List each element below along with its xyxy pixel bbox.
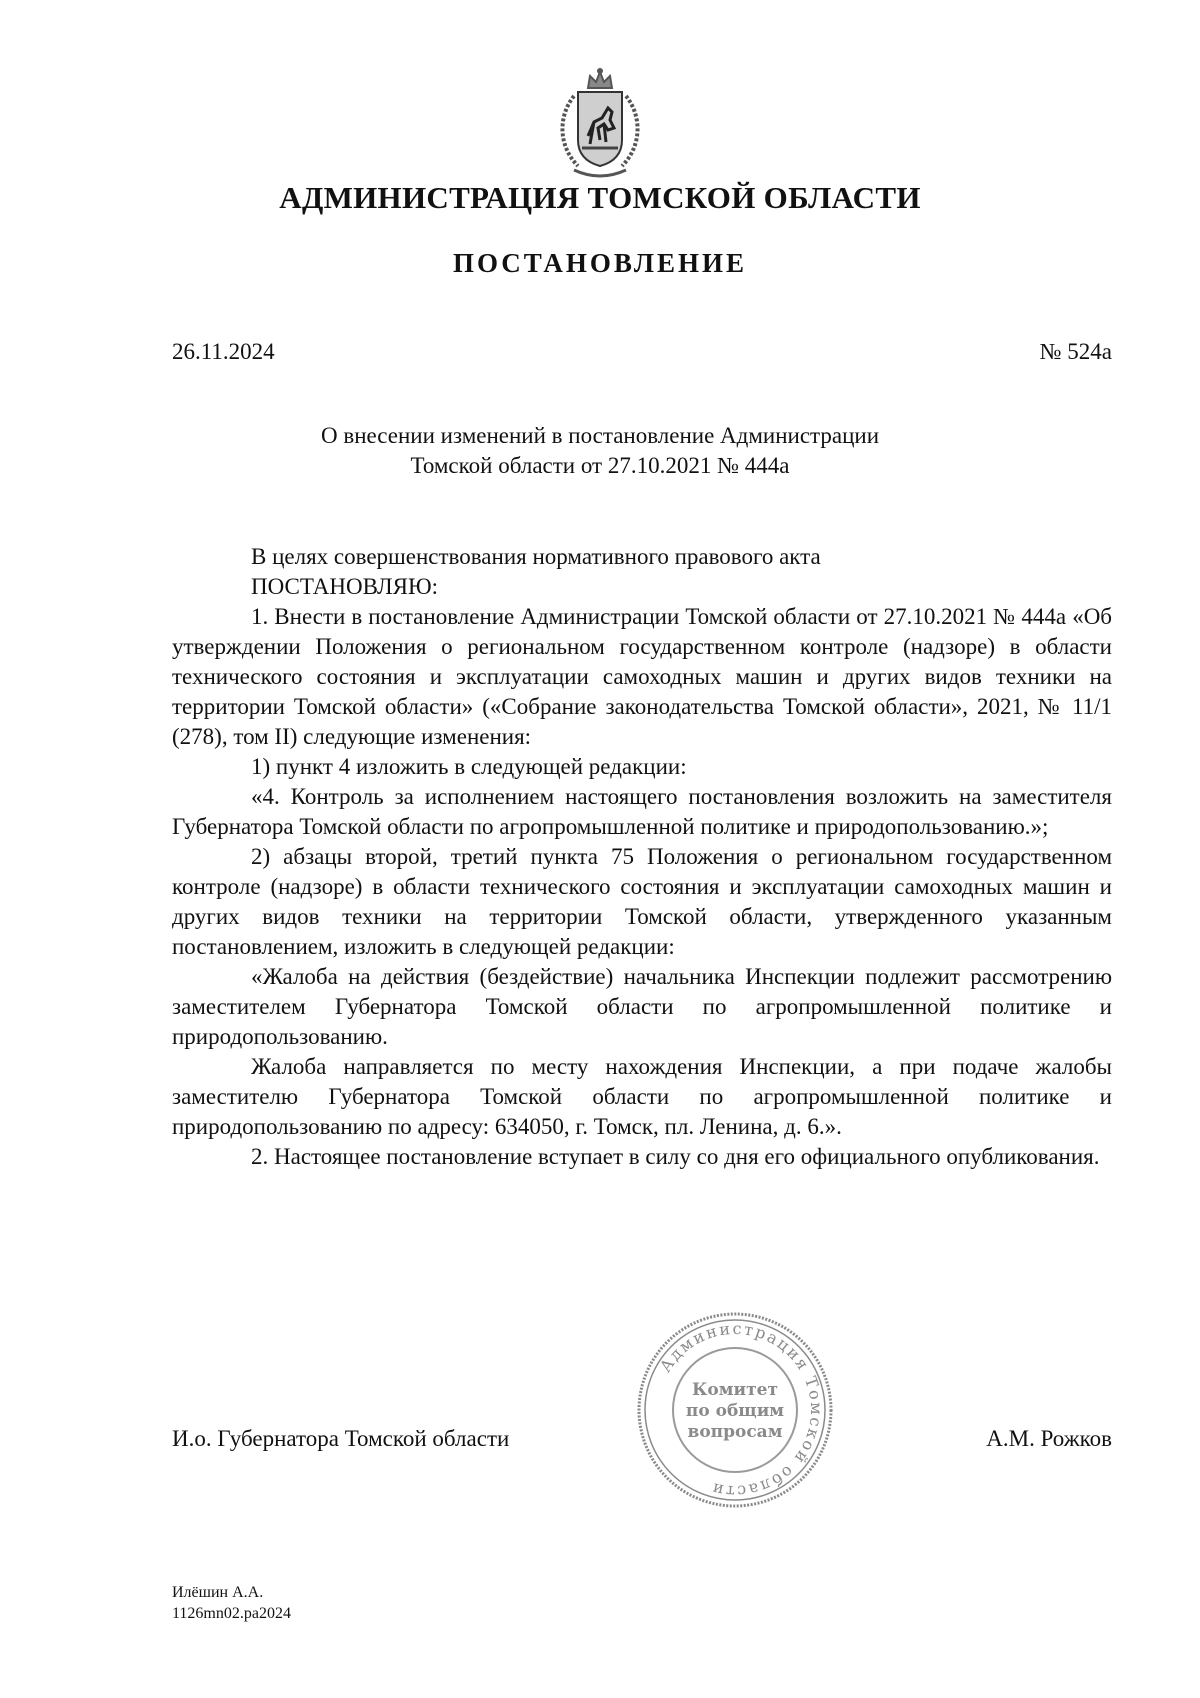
document-subject: [250, 421, 950, 481]
subject-line: Томской области от 27.10.2021 № 444а: [410, 453, 790, 478]
document-date: 26.11.2024: [172, 339, 275, 364]
stamp-center-line: по общим: [685, 1401, 785, 1421]
stamp-ring-text: Администрация Томской области: [655, 1318, 827, 1502]
official-stamp: [635, 1310, 835, 1510]
body-paragraph: 1) пункт 4 изложить в следующей редакции:: [251, 754, 687, 779]
resolve-word: ПОСТАНОВЛЯЮ:: [251, 574, 439, 599]
signer-position: И.о. Губернатора Томской области: [172, 1426, 510, 1451]
signer-name: А.М. Рожков: [986, 1426, 1112, 1451]
stamp-center-line: вопросам: [687, 1422, 783, 1442]
body-paragraph: 2. Настоящее постановление вступает в силу со дня его официального опубликования.: [251, 1144, 1100, 1169]
subject-line: О внесении изменений в постановление Администрации: [320, 423, 880, 448]
tomsk-coat-of-arms-icon: [544, 66, 656, 184]
document-number: № 524а: [1039, 339, 1112, 364]
stamp-center-line: Комитет: [691, 1380, 779, 1400]
body-paragraph: «4. Контроль за исполнением настоящего постановления возложить на заместителя Губернатора Томской области по агропромышленной политике и природопользованию.»;: [172, 784, 1112, 839]
document-type: ПОСТАНОВЛЕНИЕ: [452, 248, 748, 278]
executor-file-code: 1126mn02.pa2024: [172, 1605, 291, 1622]
body-paragraph: 2) абзацы второй, третий пункта 75 Положения о региональном государственном контроле (надзоре) в области технического состояния и эксплуатации самоходных машин и других видов техники на территории Томской области, утвержденного указанным постановлением, изложить в следующей редакции:: [172, 844, 1112, 959]
executor-block: [172, 1582, 291, 1624]
organization-title: АДМИНИСТРАЦИЯ ТОМСКОЙ ОБЛАСТИ: [279, 180, 921, 215]
body-paragraph: «Жалоба на действия (бездействие) начальника Инспекции подлежит рассмотрению заместителем Губернатора Томской области по агропромышленной политике и природопользованию.: [172, 964, 1112, 1049]
preamble: В целях совершенствования нормативного правового акта: [251, 544, 821, 569]
body-paragraph: Жалоба направляется по месту нахождения Инспекции, а при подаче жалобы заместителю Губернатора Томской области по агропромышленной политике и природопользованию по адресу: 634050, г. Томск, пл. Ленина, д. 6.».: [172, 1054, 1112, 1139]
body-paragraph: 1. Внести в постановление Администрации Томской области от 27.10.2021 № 444а «Об утверждении Положения о региональном государственном контроле (надзоре) в области технического состояния и эксплуатации самоходных машин и других видов техники на территории Томской области» («Собрание законодательства Томской области», 2021, № 11/1 (278), том II) следующие изменения:: [172, 604, 1112, 749]
executor-name: Илёшин А.А.: [172, 1584, 264, 1601]
document-body: [172, 542, 1112, 1172]
